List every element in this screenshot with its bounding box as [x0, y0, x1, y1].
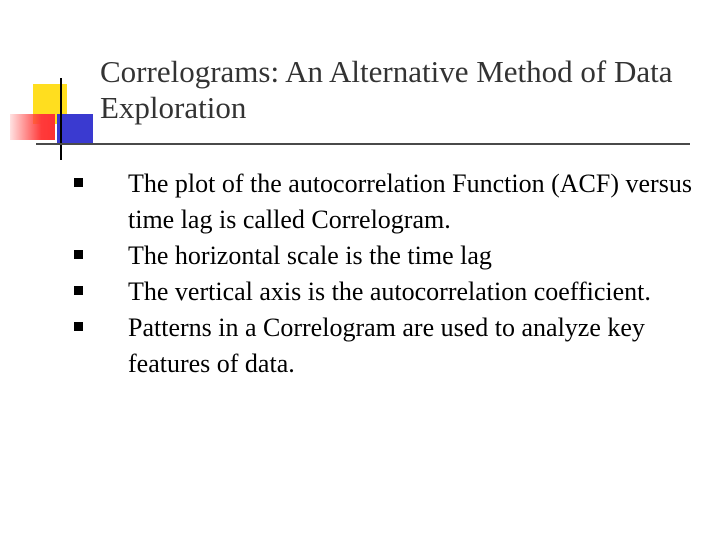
- title-underline: [36, 143, 690, 145]
- bullet-text: The plot of the autocorrelation Function (ACF) versus time lag is called Correlogram.: [128, 169, 692, 234]
- bullet-item: [74, 238, 714, 274]
- decorative-vertical-line: [60, 78, 62, 160]
- bullet-list: [74, 166, 714, 382]
- decorative-red-bar: [10, 114, 55, 140]
- square-bullet-icon: [74, 250, 83, 259]
- bullet-item: [74, 310, 714, 382]
- decorative-blue-square: [57, 114, 93, 144]
- bullet-text: The vertical axis is the autocorrelation coefficient.: [128, 277, 651, 306]
- bullet-item: [74, 166, 714, 238]
- slide-title: Correlograms: An Alternative Method of Data Exploration: [100, 54, 673, 125]
- square-bullet-icon: [74, 286, 83, 295]
- bullet-text: The horizontal scale is the time lag: [128, 241, 492, 270]
- square-bullet-icon: [74, 178, 83, 187]
- square-bullet-icon: [74, 322, 83, 331]
- bullet-text: Patterns in a Correlogram are used to analyze key features of data.: [128, 313, 645, 378]
- bullet-item: [74, 274, 714, 310]
